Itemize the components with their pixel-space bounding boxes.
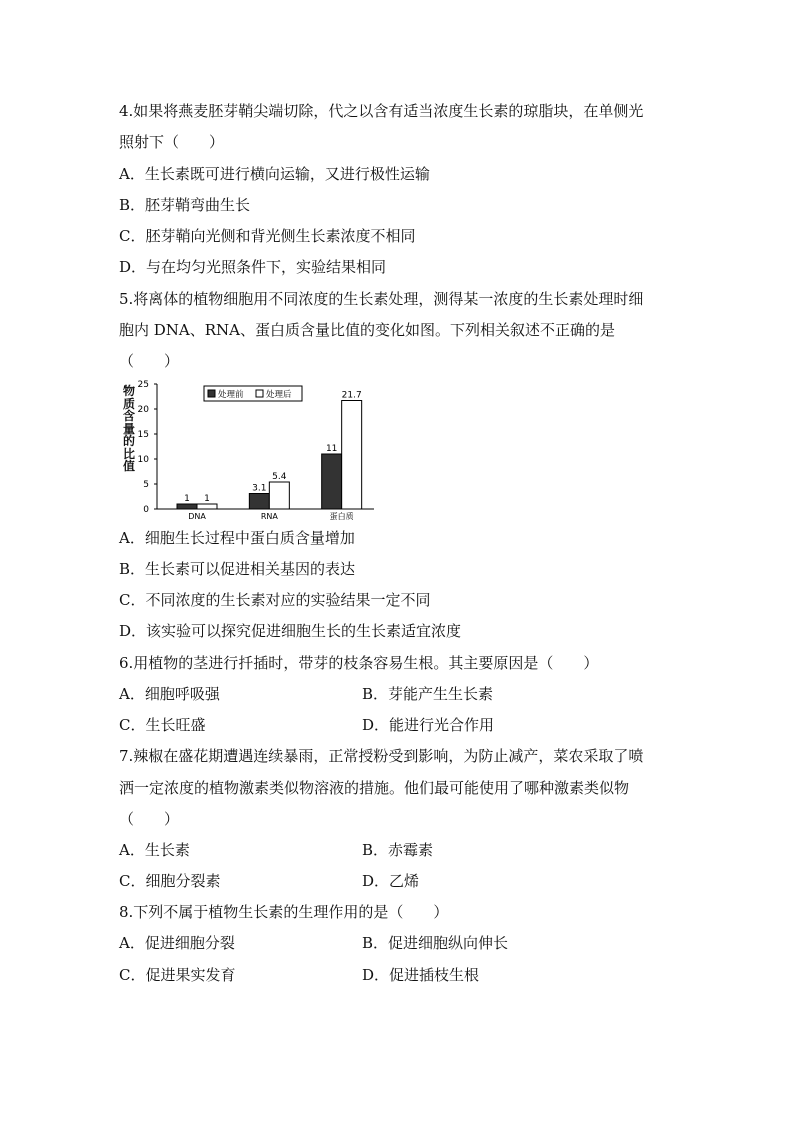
q4-option-c: C．胚芽鞘向光侧和背光侧生长素浓度不相同 [119,227,416,245]
data-label: 5.4 [272,472,287,482]
y-tick-label: 10 [137,455,149,465]
y-tick-label: 20 [137,405,149,415]
q5-stem-line1: 5.将离体的植物细胞用不同浓度的生长素处理，测得某一浓度的生长素处理时细 [119,290,644,308]
category-label: DNA [188,512,206,521]
q6-option-c: C．生长旺盛 [119,716,206,734]
legend-label: 处理后 [266,390,292,400]
q6-option-d: D．能进行光合作用 [362,716,495,734]
q5-option-b: B．生长素可以促进相关基因的表达 [119,560,356,578]
bar [249,494,269,510]
q4-option-a: A．生长素既可进行横向运输，又进行极性运输 [119,165,430,183]
q8-stem: 8.下列不属于植物生长素的生理作用的是（ ） [119,903,449,921]
q4-stem-line1: 4.如果将燕麦胚芽鞘尖端切除，代之以含有适当浓度生长素的琼脂块，在单侧光 [119,102,644,120]
legend-swatch [208,390,215,397]
category-label: 蛋白质 [329,512,354,521]
q7-option-a: A．生长素 [119,841,190,859]
q7-option-c: C．细胞分裂素 [119,872,221,890]
q6-option-a: A．细胞呼吸强 [119,685,220,703]
q7-option-b: B．赤霉素 [362,841,434,859]
data-label: 21.7 [341,390,362,401]
q5-stem-line2: 胞内 DNA、RNA、蛋白质含量比值的变化如图。下列相关叙述不正确的是 [119,321,616,339]
bar-chart [112,378,392,523]
legend-label: 处理前 [218,390,244,400]
data-label: 3.1 [252,483,267,494]
y-tick-label: 0 [143,505,149,515]
q7-stem-line3: （ ） [119,810,180,828]
bar [177,504,197,509]
q8-option-a: A．促进细胞分裂 [119,934,235,952]
q8-option-c: C．促进果实发育 [119,966,236,984]
bar [322,454,342,509]
chart-ylabel: 物质含量的比值 [123,384,136,473]
category-label: RNA [260,512,278,521]
data-label: 11 [325,444,338,454]
legend-swatch [256,390,263,397]
q5-option-d: D．该实验可以探究促进细胞生长的生长素适宜浓度 [119,622,462,640]
q7-option-d: D．乙烯 [362,872,420,890]
data-label: 1 [184,494,190,504]
q5-stem-line3: （ ） [119,352,180,370]
q5-option-a: A．细胞生长过程中蛋白质含量增加 [119,529,355,547]
q7-stem-line1: 7.辣椒在盛花期遭遇连续暴雨，正常授粉受到影响，为防止减产，菜农采取了喷 [119,747,644,765]
q5-option-c: C．不同浓度的生长素对应的实验结果一定不同 [119,591,431,609]
q6-stem: 6.用植物的茎进行扦插时，带芽的枝条容易生根。其主要原因是（ ） [119,654,599,672]
q7-stem-line2: 洒一定浓度的植物激素类似物溶液的措施。他们最可能使用了哪种激素类似物 [119,779,630,797]
bar [269,482,289,509]
bar [342,401,362,510]
q4-option-b: B．胚芽鞘弯曲生长 [119,196,251,214]
q6-option-b: B．芽能产生生长素 [362,685,494,703]
q4-stem-line2: 照射下（ ） [119,133,225,151]
q4-option-d: D．与在均匀光照条件下，实验结果相同 [119,258,387,276]
q8-option-d: D．促进插枝生根 [362,966,480,984]
data-label: 1 [204,494,210,504]
y-tick-label: 5 [143,480,149,490]
bar [197,504,217,509]
y-tick-label: 15 [137,430,149,440]
q8-option-b: B．促进细胞纵向伸长 [362,934,509,952]
y-tick-label: 25 [137,380,149,390]
